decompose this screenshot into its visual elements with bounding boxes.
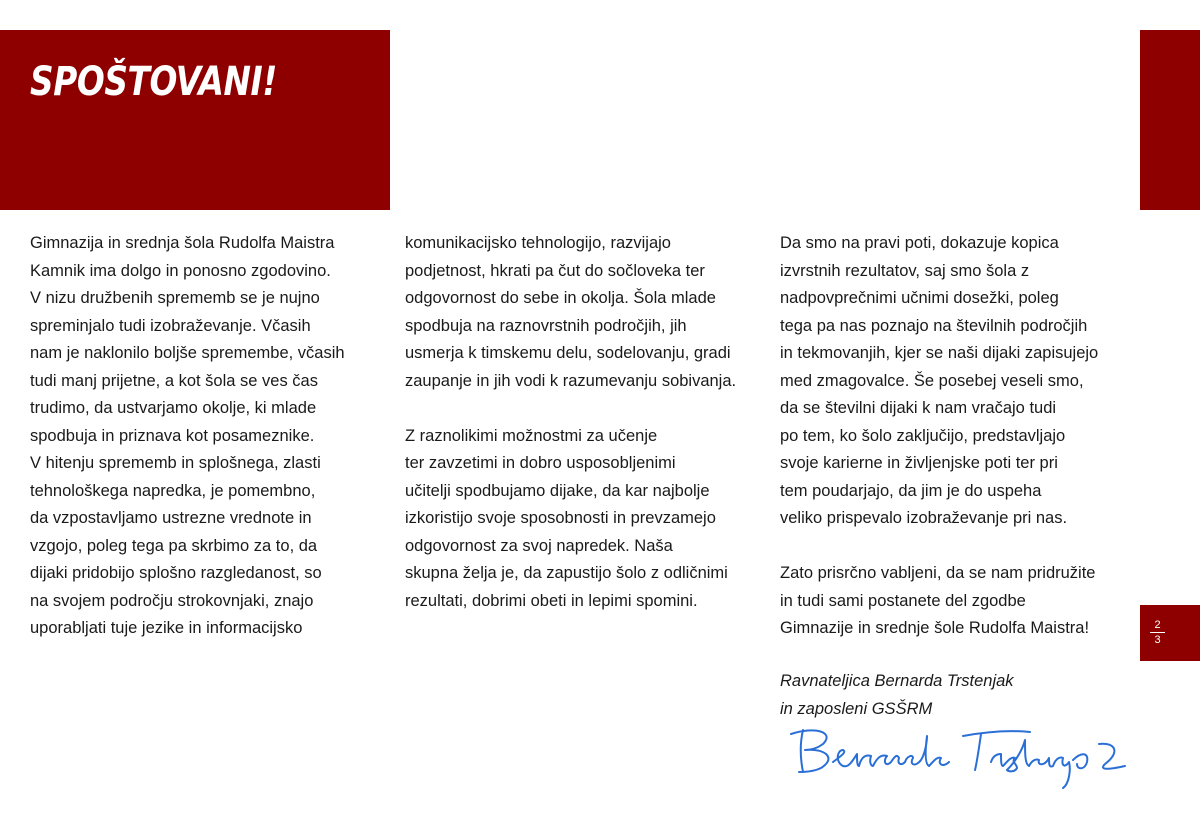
- sign-off: [780, 668, 1014, 723]
- text-line: izvrstnih rezultatov, saj smo šola z: [780, 261, 1030, 280]
- text-line: tem poudarjajo, da jim je do uspeha: [780, 481, 1042, 500]
- text-line: vzgojo, poleg tega pa skrbimo za to, da: [30, 536, 318, 555]
- text-line: na svojem področju strokovnjaki, znajo: [30, 591, 314, 610]
- page-number-box: [1140, 605, 1200, 661]
- text-line: izkoristijo svoje sposobnosti in prevzamejo: [405, 509, 716, 527]
- text-line: nam je naklonilo boljše spremembe, včasih: [30, 344, 345, 362]
- text-line: zaupanje in jih vodi k razumevanju sobivanja.: [405, 371, 737, 390]
- text-line: da se številni dijaki k nam vračajo tudi: [780, 399, 1057, 417]
- paragraph-gap: [405, 395, 736, 423]
- text-line: odgovornost za svoj napredek. Naša: [405, 536, 673, 555]
- text-line: trudimo, da ustvarjamo okolje, ki mlade: [30, 399, 317, 417]
- text-line: Gimnazija in srednja šola Rudolfa Maistra: [30, 234, 335, 252]
- text-line: spreminjalo tudi izobraževanje. Včasih: [30, 316, 311, 335]
- page-number-total: 3: [1154, 634, 1161, 646]
- page-title: SPOŠTOVANI!: [30, 59, 277, 105]
- text-line: tudi manj prijetne, a kot šola se ves čas: [30, 371, 318, 390]
- text-line: spodbuja in priznava kot posameznike.: [30, 426, 315, 445]
- text-line: usmerja k timskemu delu, sodelovanju, gradi: [405, 344, 731, 362]
- text-line: svoje karierne in življenjske poti ter pri: [780, 454, 1058, 472]
- text-line: in tekmovanjih, kjer se naši dijaki zapisujejo: [780, 344, 1099, 362]
- text-line: V hitenju sprememb in splošnega, zlasti: [30, 454, 321, 472]
- text-line: podjetnost, hkrati pa čut do sočloveka ter: [405, 261, 705, 280]
- text-line: po tem, ko šolo zaključijo, predstavljajo: [780, 426, 1066, 445]
- text-line: Z raznolikimi možnostmi za učenje: [405, 426, 658, 445]
- text-line: ter zavzetimi in dobro usposobljenimi: [405, 454, 676, 472]
- text-line: komunikacijsko tehnologijo, razvijajo: [405, 234, 671, 252]
- text-line: Zato prisrčno vabljeni, da se nam pridružite: [780, 564, 1096, 582]
- text-line: med zmagovalce. Še posebej veseli smo,: [780, 371, 1084, 390]
- text-line: nadpovprečnimi učnimi dosežki, poleg: [780, 289, 1059, 307]
- text-line: tega pa nas poznajo na številnih področjih: [780, 316, 1088, 335]
- handwritten-signature: [785, 722, 1130, 792]
- text-line: in tudi sami postanete del zgodbe: [780, 591, 1026, 610]
- text-line: učitelji spodbujamo dijake, da kar najbolje: [405, 481, 710, 500]
- title-banner: [0, 30, 390, 210]
- sign-off-line-2: in zaposleni GSŠRM: [780, 699, 933, 718]
- text-column-1: [30, 230, 345, 643]
- sign-off-line-1: Ravnateljica Bernarda Trstenjak: [780, 672, 1014, 690]
- page-number: [1150, 619, 1165, 646]
- text-line: spodbuja na raznovrstnih področjih, jih: [405, 316, 687, 335]
- text-line: uporabljati tuje jezike in informacijsko: [30, 619, 303, 637]
- text-line: tehnološkega napredka, je pomembno,: [30, 481, 316, 500]
- text-column-3: [780, 230, 1098, 643]
- text-line: dijaki pridobijo splošno razgledanost, so: [30, 564, 322, 582]
- page-number-current: 2: [1154, 619, 1161, 631]
- page-number-divider: [1150, 632, 1165, 633]
- text-column-2: [405, 230, 736, 615]
- text-line: skupna želja je, da zapustijo šolo z odličnimi: [405, 564, 728, 582]
- text-line: rezultati, dobrimi obeti in lepimi spomini.: [405, 591, 698, 610]
- text-line: da vzpostavljamo ustrezne vrednote in: [30, 509, 312, 527]
- text-line: Da smo na pravi poti, dokazuje kopica: [780, 234, 1059, 252]
- text-line: Gimnazije in srednje šole Rudolfa Maistra!: [780, 619, 1090, 637]
- text-line: veliko prispevalo izobraževanje pri nas.: [780, 509, 1068, 527]
- paragraph-gap: [780, 533, 1098, 561]
- text-line: V nizu družbenih sprememb se je nujno: [30, 289, 320, 307]
- text-line: odgovornost do sebe in okolja. Šola mlade: [405, 289, 716, 307]
- text-line: Kamnik ima dolgo in ponosno zgodovino.: [30, 261, 331, 280]
- decorative-tab: [1140, 30, 1200, 210]
